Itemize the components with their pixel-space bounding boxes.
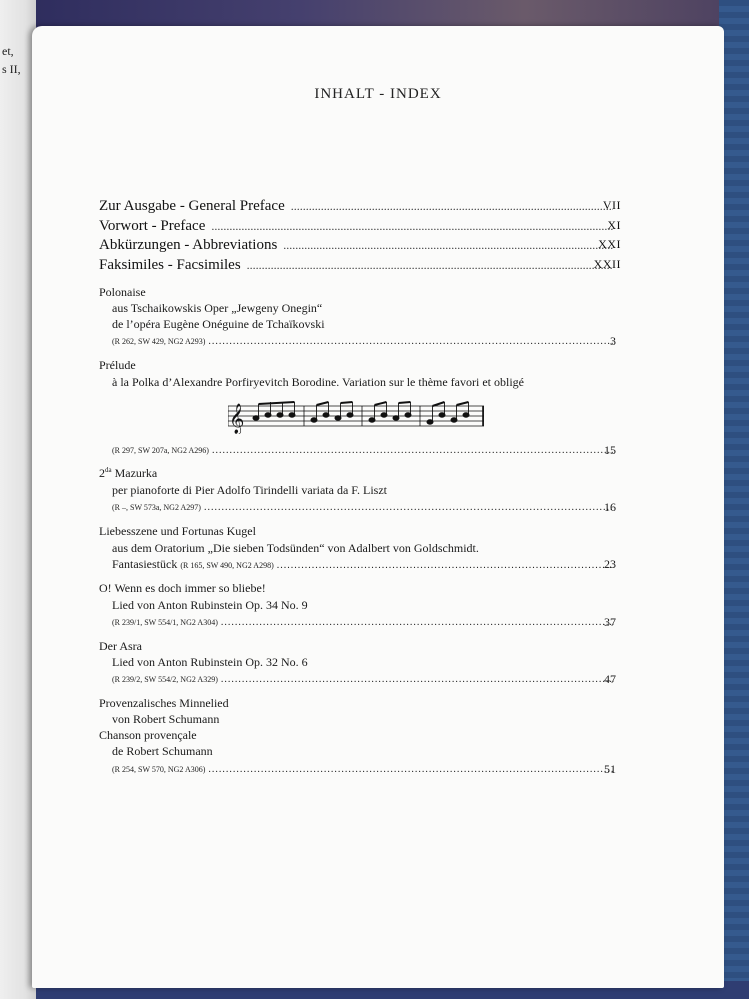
entry-page-number: 23 <box>604 557 616 571</box>
entry-subtitle: aus dem Oratorium „Die sieben Todsünden“ von Adalbert von Goldschmidt. <box>112 541 479 555</box>
entry-subtitle: à la Polka d’Alexandre Porfiryevitch Borodine. Variation sur le thème favori et obligé <box>112 375 524 389</box>
leader-dots <box>247 258 613 273</box>
toc-page: VII <box>602 198 621 212</box>
toc-page: XXII <box>593 257 621 271</box>
leader-dots <box>277 560 614 571</box>
background-top <box>0 0 749 26</box>
entry-title[interactable]: Polonaise <box>99 285 146 299</box>
toc-entry-preface[interactable] <box>99 218 619 235</box>
previous-page-edge <box>0 0 36 999</box>
entry-subtitle: aus Tschaikowskis Oper „Jewgeny Onegin“ <box>112 301 323 315</box>
leader-dots <box>291 199 613 214</box>
entry-page-number: 47 <box>604 672 616 686</box>
entry-title[interactable]: O! Wenn es doch immer so bliebe! <box>99 581 266 595</box>
catalog-reference-line <box>112 502 617 513</box>
catalog-reference-line <box>112 445 617 456</box>
entry-subtitle: de Robert Schumann <box>112 744 213 758</box>
entry-page-number: 51 <box>604 762 616 776</box>
entry-subtitle: per pianoforte di Pier Adolfo Tirindelli variata da F. Liszt <box>112 483 387 497</box>
previous-page-fragment: et, <box>2 44 14 58</box>
toc-entry-abbreviations[interactable] <box>99 237 619 254</box>
entry-subtitle: de l’opéra Eugène Onéguine de Tchaïkovski <box>112 317 325 331</box>
index-page <box>32 26 724 988</box>
title-number: 2 <box>99 466 105 480</box>
catalog-reference-line <box>112 764 617 775</box>
entry-subtitle: Lied von Anton Rubinstein Op. 34 No. 9 <box>112 598 308 612</box>
entry-subtitle: Lied von Anton Rubinstein Op. 32 No. 6 <box>112 655 308 669</box>
title-text: Mazurka <box>111 466 158 480</box>
entry-title[interactable]: Liebesszene und Fortunas Kugel <box>99 524 256 538</box>
leader-dots <box>211 219 613 234</box>
catalog-reference-line <box>112 617 617 628</box>
entry-subtitle: Fantasiestück <box>112 557 178 571</box>
catalog-reference: (R –, SW 573a, NG2 A297) <box>112 503 201 512</box>
page-title: INHALT - INDEX <box>314 86 442 102</box>
title-ordinal: da <box>105 466 112 474</box>
leader-dots <box>208 764 614 775</box>
toc-label: Zur Ausgabe - General Preface <box>99 198 285 214</box>
catalog-reference: (R 297, SW 207a, NG2 A296) <box>112 446 209 455</box>
catalog-reference: (R 254, SW 570, NG2 A306) <box>112 765 206 774</box>
catalog-reference-line <box>112 557 617 572</box>
leader-dots <box>221 674 614 685</box>
entry-page-number: 15 <box>604 443 616 457</box>
music-theme-incipit <box>228 394 484 434</box>
toc-label: Faksimiles - Facsimiles <box>99 257 241 273</box>
catalog-reference: (R 239/2, SW 554/2, NG2 A329) <box>112 675 218 684</box>
entry-subtitle: von Robert Schumann <box>112 712 220 726</box>
catalog-reference: (R 165, SW 490, NG2 A298) <box>180 561 274 570</box>
entry-page-number: 37 <box>604 615 616 629</box>
entry-title[interactable]: Provenzalisches Minnelied <box>99 696 229 710</box>
leader-dots <box>204 502 614 513</box>
entry-page-number: 16 <box>604 500 616 514</box>
toc-label: Vorwort - Preface <box>99 218 206 234</box>
entry-title: Chanson provençale <box>99 728 197 742</box>
catalog-reference: (R 262, SW 429, NG2 A293) <box>112 337 206 346</box>
toc-entry-facsimiles[interactable] <box>99 257 619 274</box>
entry-title[interactable] <box>99 466 157 481</box>
toc-entry-general-preface[interactable] <box>99 198 619 215</box>
leader-dots <box>212 445 614 456</box>
leader-dots <box>221 617 614 628</box>
leader-dots <box>208 336 614 347</box>
toc-page: XXI <box>598 237 621 251</box>
toc-page: XI <box>607 218 621 232</box>
entry-title[interactable]: Der Asra <box>99 639 142 653</box>
catalog-reference-line <box>112 674 617 685</box>
entry-title[interactable]: Prélude <box>99 358 136 372</box>
entry-page-number: 3 <box>610 334 616 348</box>
catalog-reference: (R 239/1, SW 554/1, NG2 A304) <box>112 618 218 627</box>
svg-text:𝄞: 𝄞 <box>229 404 245 434</box>
previous-page-fragment: s II, <box>2 62 21 76</box>
catalog-reference-line <box>112 336 617 347</box>
leader-dots <box>283 238 613 253</box>
toc-label: Abkürzungen - Abbreviations <box>99 237 278 253</box>
